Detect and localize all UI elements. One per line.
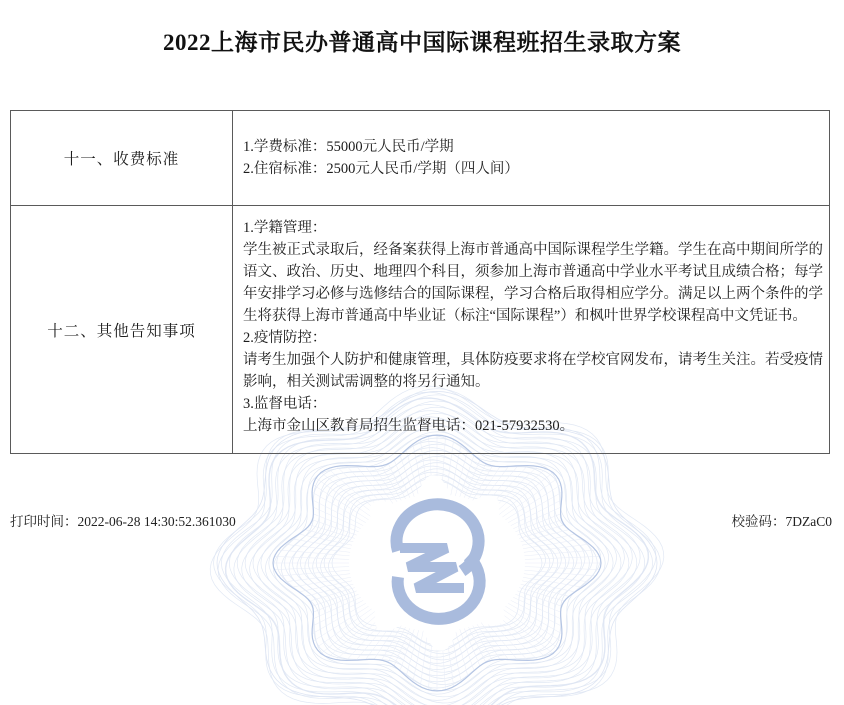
row-content-other-notices: [233, 206, 829, 453]
notice-line: 生将获得上海市普通高中毕业证（标注“国际课程”）和枫叶世界学校课程高中文凭证书。: [243, 308, 807, 324]
notice-line: 语文、政治、历史、地理四个科目，须参加上海市普通高中学业水平考试且成绩合格；每学: [243, 264, 823, 280]
row-content-fees: [233, 111, 829, 206]
notice-line: 学生被正式录取后，经备案获得上海市普通高中国际课程学生学籍。学生在高中期间所学的: [243, 242, 823, 258]
row-label-fees: 十一、收费标准: [11, 111, 233, 206]
notice-line: 请考生加强个人防护和健康管理，具体防疫要求将在学校官网发布，请考生关注。若受疫情: [243, 352, 823, 368]
notice-line: 2.疫情防控：: [243, 330, 327, 346]
notice-line: 1.学籍管理：: [243, 220, 327, 236]
print-time: 打印时间：2022-06-28 14:30:52.361030: [10, 514, 236, 529]
notice-line: 年安排学习必修与选修结合的国际课程，学习合格后取得相应学分。满足以上两个条件的学: [243, 286, 823, 302]
row-label-other-notices: 十二、其他告知事项: [11, 206, 233, 453]
verify-code: 校验码：7DZaC0: [731, 514, 832, 529]
page-title: 2022上海市民办普通高中国际课程班招生录取方案: [163, 30, 681, 55]
notice-line: 影响，相关测试需调整的将另行通知。: [243, 374, 490, 390]
fee-line: 1.学费标准：55000元人民币/学期: [243, 139, 454, 155]
notice-line: 上海市金山区教育局招生监督电话：021-57932530。: [243, 418, 575, 434]
fee-line: 2.住宿标准：2500元人民币/学期（四人间）: [243, 161, 519, 177]
notice-line: 3.监督电话：: [243, 396, 327, 412]
admission-table: [10, 110, 830, 454]
document-footer: [10, 510, 832, 530]
